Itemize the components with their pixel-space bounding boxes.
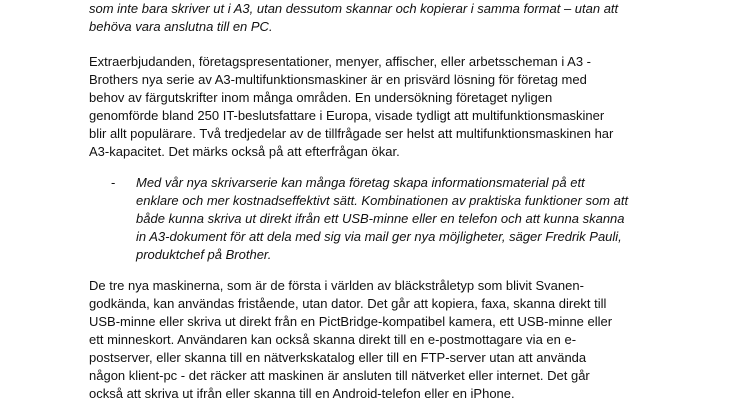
paragraph-new-machines: De tre nya maskinerna, som är de första i världen av bläckstråletyp som blivit Svanen- godkända, kan användas fristående, utan dator. Det går att kopiera, faxa, skanna direkt till USB-minne eller skriva ut direkt från en PictBridge-kompatibel kamera, ett USB-minne eller ett minneskort. Användaren kan också skanna direkt till en e-postmottagare via en e- postserver, eller skanna till en nätverkskatalog eller till en FTP-server utan att använda någon klient-pc - det räcker att maskinen är ansluten till nätverket eller internet. Det går också att skriva ut ifrån eller skanna till en Android-telefon eller en iPhone. bbox=[89, 278, 613, 401]
paragraph-a3-offer: Extraerbjudanden, företagspresentationer, menyer, affischer, eller arbetsscheman i A3 - Brothers nya serie av A3-multifunktionsmaskiner är en prisvärd lösning för företag med behov av färgutskrifter inom många områden. En undersökning företaget nyligen genomförde bland 250 IT-beslutsfattare i Europa, visade tydligt att multifunktionsmaskiner blir allt populärare. Två tredjedelar av de tillfrågade ser helst att multifunktionsmaskinen har A3-kapacitet. Det märks också på att efterfrågan ökar. bbox=[89, 54, 614, 159]
dash-bullet: - bbox=[111, 175, 116, 190]
intro-text: som inte bara skriver ut i A3, utan dessutom skannar och kopierar i samma format – utan att behöva vara anslutna till en PC. bbox=[89, 1, 619, 34]
quote-text: Med vår nya skrivarserie kan många företag skapa informationsmaterial på ett enklare och mer kostnadseffektivt sätt. Kombinationen av praktiska funktioner som att både kunna skriva ut direkt ifrån ett USB-minne eller en telefon och att kunna skanna in A3-dokument för att dela med sig via mail ger nya möjligheter, säger Fredrik Pauli, produktchef på Brother. bbox=[136, 175, 629, 262]
